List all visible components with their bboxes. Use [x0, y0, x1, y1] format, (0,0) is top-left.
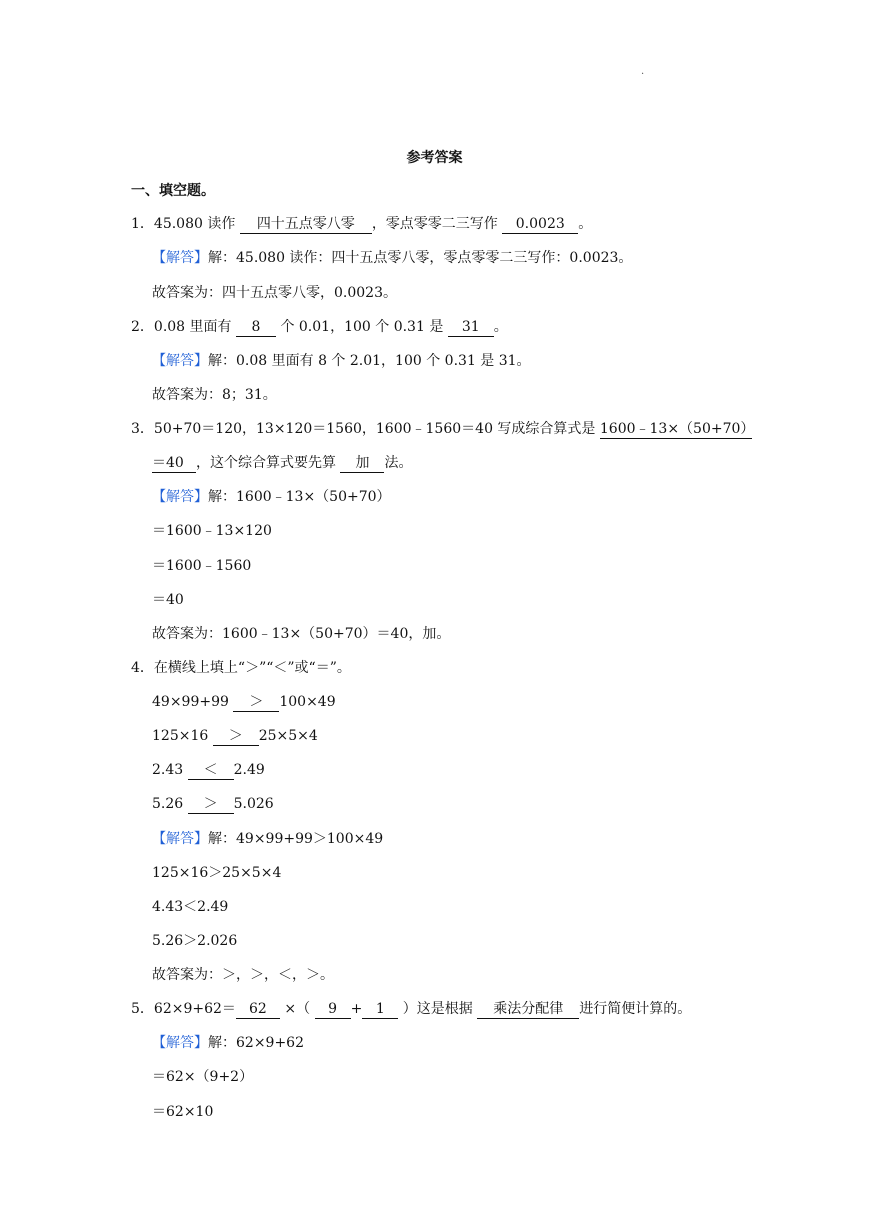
answer-blank: 0.0023	[502, 215, 578, 234]
compare-row-2: 125×16 ＞ 25×5×4	[152, 728, 318, 744]
jieda-label: 【解答】	[152, 489, 208, 505]
answer-1: 故答案为：四十五点零八零，0.0023。	[152, 285, 397, 301]
question-number: 4．	[131, 660, 154, 676]
answer-blank: 1600﹣13×（50+70）	[599, 421, 755, 437]
solution-step: 4.43＜2.49	[152, 899, 229, 915]
solution-step: ＝62×（9+2）	[152, 1069, 254, 1085]
solution-step: 5.26＞2.026	[152, 933, 238, 949]
answer-blank: ＞	[188, 795, 234, 814]
compare-row-3: 2.43 ＜ 2.49	[152, 762, 265, 778]
jieda-label: 【解答】	[152, 250, 208, 266]
page-title: 参考答案	[406, 150, 463, 166]
answer-blank: 四十五点零八零	[240, 215, 372, 234]
answer-3: 故答案为：1600﹣13×（50+70）＝40，加。	[152, 626, 451, 642]
answer-blank: 乘法分配律	[477, 1000, 579, 1019]
section-heading: 一、填空题。	[131, 183, 215, 199]
answer-blank: ＜	[188, 761, 234, 780]
question-number: 2．	[131, 319, 154, 335]
answer-2: 故答案为：8；31。	[152, 387, 277, 403]
answer-blank: 9	[315, 1000, 351, 1019]
question-5: 5．62×9+62＝ 62 ×（ 9 + 1 ）这是根据 乘法分配律 进行简便计算的。	[131, 1001, 692, 1017]
answer-blank: 加	[340, 454, 384, 473]
compare-row-4: 5.26 ＞ 5.026	[152, 796, 274, 812]
answer-blank: ＝40	[152, 454, 196, 473]
answer-blank: 62	[236, 1000, 280, 1019]
answer-blank: 1	[362, 1000, 398, 1019]
question-number: 5．	[131, 1001, 154, 1017]
answer-4: 故答案为：＞，＞，＜，＞。	[152, 967, 334, 983]
solution-step: ＝62×10	[152, 1104, 214, 1120]
question-3-cont: ＝40 ，这个综合算式要先算 加 法。	[152, 455, 413, 471]
jieda-label: 【解答】	[152, 1035, 208, 1051]
solution-step: ＝40	[152, 592, 184, 608]
solution-1: 【解答】解：45.080 读作：四十五点零八零，零点零零二三写作：0.0023。	[152, 250, 633, 266]
answer-blank: ＞	[233, 693, 279, 712]
jieda-label: 【解答】	[152, 831, 208, 847]
compare-row-1: 49×99+99 ＞ 100×49	[152, 694, 336, 710]
question-1: 1．45.080 读作 四十五点零八零 ，零点零零二三写作 0.0023 。	[131, 216, 593, 232]
solution-step: ＝1600﹣13×120	[152, 523, 272, 539]
answer-blank: ＞	[213, 727, 259, 746]
solution-2: 【解答】解：0.08 里面有 8 个 2.01，100 个 0.31 是 31。	[152, 353, 531, 369]
solution-4: 【解答】解：49×99+99＞100×49	[152, 831, 384, 847]
answer-blank: 8	[236, 318, 276, 337]
question-4: 4．在横线上填上“＞”“＜”或“＝”。	[131, 660, 351, 676]
question-3: 3．50+70＝120，13×120＝1560，1600﹣1560＝40 写成综合算式是 1600﹣13×（50+70）	[131, 421, 755, 437]
header-dot: .	[641, 66, 645, 77]
solution-3: 【解答】解：1600﹣13×（50+70）	[152, 489, 391, 505]
solution-5: 【解答】解：62×9+62	[152, 1035, 304, 1051]
question-number: 3．	[131, 421, 154, 437]
question-number: 1．	[131, 216, 154, 232]
solution-step: ＝1600﹣1560	[152, 558, 252, 574]
answer-blank: 31	[448, 318, 494, 337]
jieda-label: 【解答】	[152, 353, 208, 369]
question-2: 2．0.08 里面有 8 个 0.01，100 个 0.31 是 31 。	[131, 319, 508, 335]
solution-step: 125×16＞25×5×4	[152, 865, 282, 881]
